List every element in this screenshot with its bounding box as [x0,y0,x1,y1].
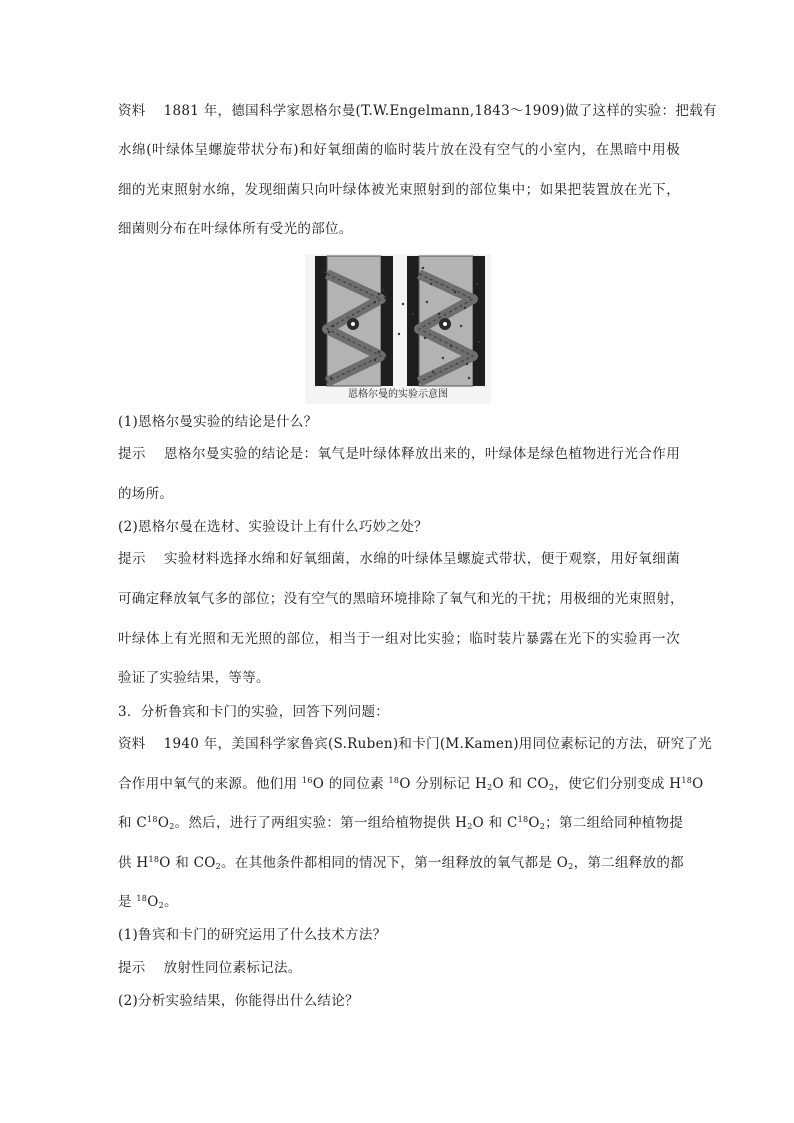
question-4: (2)分析实验结果，你能得出什么结论？ [118,993,359,1009]
hint-2-line-1 [118,549,680,569]
hint-1-line-2: 的场所。 [118,486,174,502]
hint-label: 提示 [118,551,146,567]
question-2: (2)恩格尔曼在选材、实验设计上有什么巧妙之处？ [118,519,428,535]
hint-2-line-2: 可确定释放氧气多的部位；没有空气的黑暗环境排除了氧气和光的干扰；用极细的光束照射， [118,591,684,607]
hint-3-line-1 [118,958,680,978]
hint-1-text: 恩格尔曼实验的结论是：氧气是叶绿体释放出来的，叶绿体是绿色植物进行光合作用 [163,446,680,462]
material2-text: 1940 年，美国科学家鲁宾(S.Ruben)和卡门(M.Kamen)用同位素标记的方法，研究了光 [163,736,712,752]
question-1: (1)恩格尔曼实验的结论是什么？ [118,414,318,430]
material1-line-3: 细的光束照射水绵，发现细菌只向叶绿体被光束照射到的部位集中；如果把装置放在光下， [118,182,680,198]
hint-1-line-1 [118,444,680,464]
section-3-title: 3．分析鲁宾和卡门的实验，回答下列问题： [118,704,390,720]
material2-line-2: 合作用中氧气的来源。他们用 $^{16}$O 的同位素 $^{18}$O 分别标记 $H_2O$ 和 $CO_2$，使它们分别变成 $H^{18}O$ [118,776,704,792]
material1-text: 1881 年，德国科学家恩格尔曼(T.W.Engelmann,1843～1909)做了这样的实验：把载有 [163,103,717,119]
engelmann-experiment-figure [305,254,491,404]
hint-2-line-4: 验证了实验结果，等等。 [118,670,270,686]
material1-line-4: 细菌则分布在叶绿体所有受光的部位。 [118,221,353,237]
spirogyra-illustration [305,254,491,390]
material1-line-1 [118,101,717,121]
material2-line-4: 供 $H^{18}O$ 和 $CO_2$。在其他条件都相同的情况下，第一组释放的氧气都是 $O_2$，第二组释放的都 [118,855,684,871]
material-label: 资料 [118,736,146,752]
material1-line-2: 水绵(叶绿体呈螺旋带状分布)和好氧细菌的临时装片放在没有空气的小室内，在黑暗中用极 [118,142,680,158]
figure-caption: 恩格尔曼的实验示意图 [348,389,448,400]
hint-label: 提示 [118,960,146,976]
question-3: (1)鲁宾和卡门的研究运用了什么技术方法？ [118,927,387,943]
hint-2-text: 实验材料选择水绵和好氧细菌，水绵的叶绿体呈螺旋式带状，便于观察，用好氧细菌 [163,551,680,567]
hint-label: 提示 [118,446,146,462]
material2-line-5: 是 $^{18}O_2$。 [118,894,178,910]
material2-line-3: 和 $C^{18}O_2$。然后，进行了两组实验：第一组给植物提供 $H_2O$ 和 $C^{18}O_2$；第二组给同种植物提 [118,815,684,831]
material-label: 资料 [118,103,146,119]
hint-2-line-3: 叶绿体上有光照和无光照的部位，相当于一组对比实验；临时装片暴露在光下的实验再一次 [118,631,680,647]
material2-line-1 [118,734,712,754]
hint-3-text: 放射性同位素标记法。 [163,960,302,976]
